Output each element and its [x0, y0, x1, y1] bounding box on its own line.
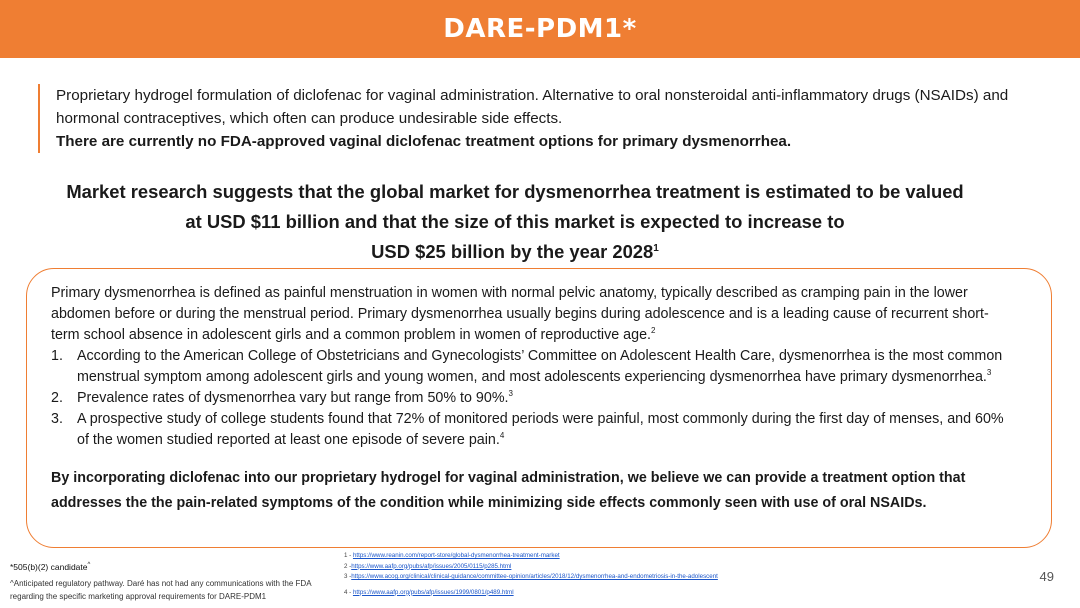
market-ref: 1 — [653, 242, 659, 254]
reference-row — [344, 572, 884, 583]
list-item-number: 2. — [51, 390, 63, 406]
market-line-3-text: USD $25 billion by the year 2028 — [371, 241, 654, 262]
title-bar — [0, 0, 1080, 58]
list-item — [51, 409, 1011, 451]
list-item-number: 3. — [51, 411, 63, 427]
candidate-text: *505(b)(2) candidate — [10, 561, 88, 572]
reference-label: 1 - — [344, 552, 353, 559]
market-research-statement — [20, 177, 1010, 267]
market-line-2: at USD $11 billion and that the size of this market is expected to increase to — [185, 211, 845, 232]
reference-row — [344, 551, 884, 562]
intro-section — [38, 84, 1016, 153]
list-item-ref: 3 — [508, 389, 513, 399]
list-item-text: Prevalence rates of dysmenorrhea vary but range from 50% to 90%. — [77, 390, 509, 406]
reference-row — [344, 588, 884, 599]
footnote — [10, 559, 330, 603]
definition-ref: 2 — [651, 326, 656, 336]
list-item-text: A prospective study of college students found that 72% of monitored periods were painful, most commonly during the first day of menses, and 60% of the women studied reported at least one episode of severe pain. — [77, 411, 1004, 448]
list-item — [51, 388, 1011, 409]
market-line-1: Market research suggests that the global market for dysmenorrhea treatment is estimated to be valued — [66, 181, 964, 202]
page-number: 49 — [1039, 569, 1054, 584]
list-item-ref: 4 — [499, 431, 505, 441]
reference-label: 2 - — [344, 562, 352, 570]
market-line-3 — [20, 237, 1010, 267]
slide-title: DARE-PDM1* — [443, 14, 637, 44]
definition-paragraph — [51, 283, 1011, 346]
list-item-number: 1. — [51, 348, 63, 364]
candidate-note — [10, 559, 330, 574]
references — [344, 551, 884, 598]
reference-row — [344, 562, 884, 573]
disclaimer-text: ^Anticipated regulatory pathway. Daré has not had any communications with the FDA regarding the specific marketing approval requirements for DARE-PDM1 — [10, 578, 312, 601]
reference-link[interactable]: https://www.acog.org/clinical/clinical-guidance/committee-opinion/articles/2018/12/dysmenorrhea-and-endometriosis-in-the-adolescent — [351, 573, 718, 580]
reference-link[interactable]: https://www.aafp.org/pubs/afp/issues/1999/0801/p489.html — [352, 588, 514, 596]
reference-link[interactable]: https://www.reanin.com/report-store/global-dysmenorrhea-treatment-market — [352, 552, 560, 559]
list-item-text: According to the American College of Obstetricians and Gynecologists’ Committee on Adolescent Health Care, dysmenorrhea is the most common menstrual symptom among adolescent girls and young women, and most adolescents experiencing dysmenorrhea have primary dysmenorrhea. — [77, 348, 1003, 385]
list-item-ref: 3 — [986, 368, 992, 378]
list-item — [51, 346, 1011, 388]
conclusion-text: By incorporating diclofenac into our proprietary hydrogel for vaginal administration, we believe we can provide a treatment option that addresses the the pain-related symptoms of the condition while minimizing side effects commonly seen with use of oral NSAIDs. — [51, 470, 966, 511]
intro-bold-text: There are currently no FDA-approved vaginal diclofenac treatment options for primary dysmenorrhea. — [56, 133, 792, 150]
reference-label: 3 - — [344, 573, 352, 580]
candidate-mark: ^ — [87, 562, 91, 568]
reference-label: 4 - — [344, 588, 353, 596]
dysmenorrhea-info-box — [26, 268, 1052, 548]
reference-link[interactable]: https://www.aafp.org/pubs/afp/issues/2005/0115/p285.html — [351, 562, 512, 570]
definition-text: Primary dysmenorrhea is defined as painful menstruation in women with normal pelvic anatomy, typically described as cramping pain in the lower abdomen before or during the menstrual period. Primary dysmenorrhea usually begins during adolescence and is a leading cause of recurrent short-term school absence in adolescent girls and a common problem in women of reproductive age. — [51, 285, 989, 343]
intro-text: Proprietary hydrogel formulation of diclofenac for vaginal administration. Alternative to oral nonsteroidal anti-inflammatory drugs (NSAIDs) and hormonal contraceptives, which often can produce undesirable side effects. — [56, 87, 1009, 127]
facts-list — [51, 346, 1011, 451]
